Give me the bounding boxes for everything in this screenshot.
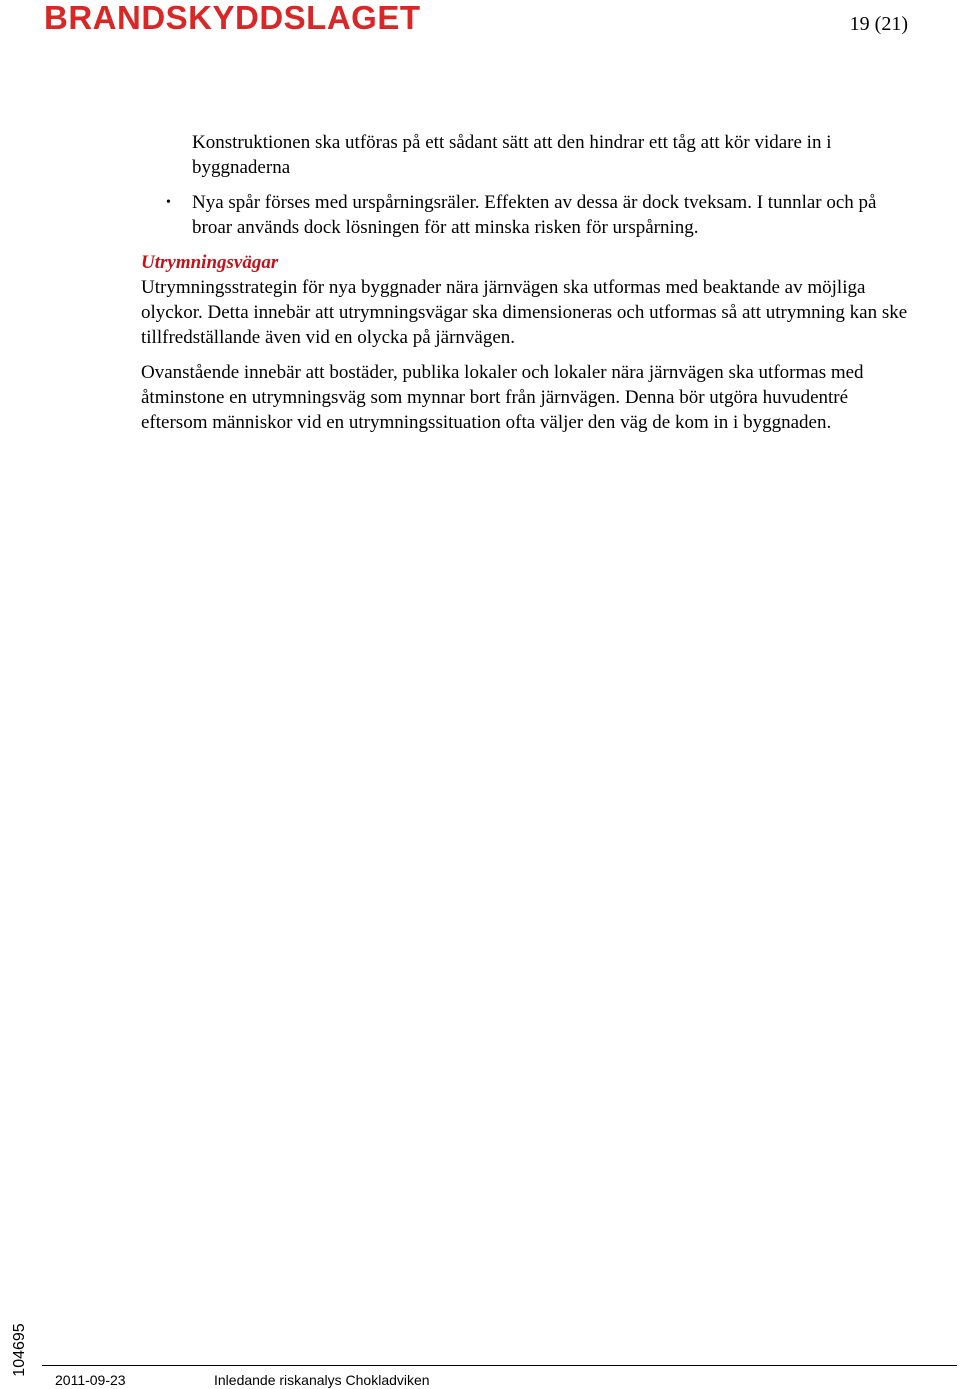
list-item-text: Konstruktionen ska utföras på ett sådant sätt att den hindrar ett tåg att kör vidare in i byggnaderna — [192, 132, 832, 178]
brand-logo: BRANDSKYDDSLAGET — [44, 0, 421, 36]
document-id: 104695 — [11, 1323, 28, 1377]
list-item — [141, 130, 916, 180]
section-heading: Utrymningsvägar — [141, 252, 279, 273]
body-paragraph: Utrymningsstrategin för nya byggnader nära järnvägen ska utformas med beaktande av möjliga olyckor. Detta innebär att utrymningsvägar ska dimensioneras och utformas så att utrymning kan ske tillfredställande även vid en olycka på järnvägen. — [141, 277, 908, 348]
document-body — [141, 130, 916, 445]
list-item-text: Nya spår förses med urspårningsräler. Effekten av dessa är dock tveksam. I tunnlar och på broar används dock lösningen för att minska risken för urspårning. — [192, 192, 877, 238]
page-number: 19 (21) — [849, 13, 908, 35]
footer-date: 2011-09-23 — [55, 1372, 126, 1388]
bullet-marker: • — [166, 195, 171, 210]
footer-document-title: Inledande riskanalys Chokladviken — [214, 1372, 430, 1388]
body-paragraph: Ovanstående innebär att bostäder, publika lokaler och lokaler nära järnvägen ska utformas med åtminstone en utrymningsväg som mynnar bort från järnvägen. Denna bör utgöra huvudentré eftersom människor vid en utrymningssituation ofta väljer den väg de kom in i byggnaden. — [141, 362, 864, 433]
list-item — [141, 190, 916, 240]
footer-divider — [42, 1365, 957, 1366]
